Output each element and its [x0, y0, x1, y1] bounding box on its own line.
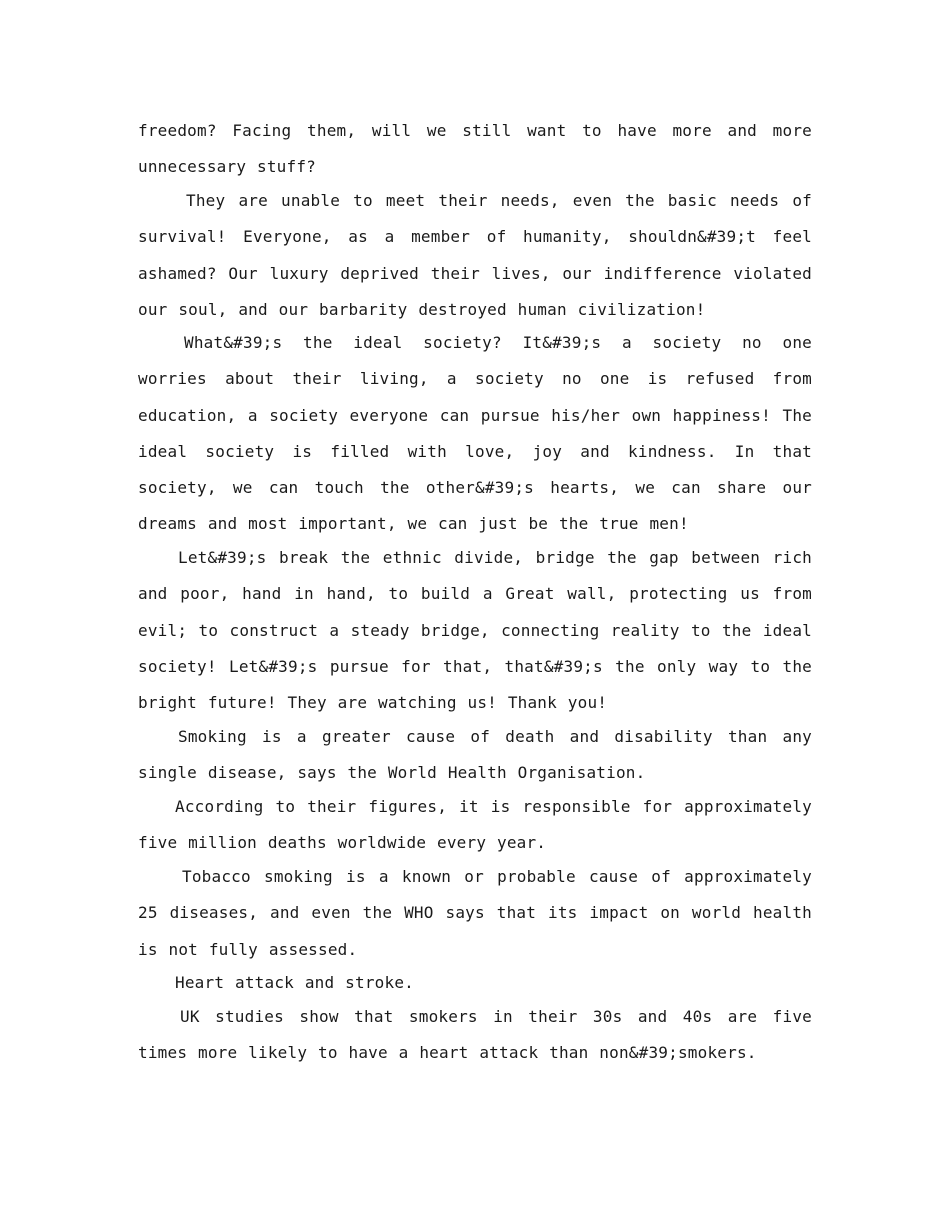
paragraph-heart-attack [138, 965, 812, 1001]
paragraph-text: Smoking is a greater cause of death and disability than any single disease, says the World Health Organisation. [138, 727, 812, 783]
paragraph-text: UK studies show that smokers in their 30s and 40s are five times more likely to have a heart attack than non&#39;smokers. [138, 1007, 812, 1063]
paragraph-ideal-society [138, 325, 812, 543]
paragraph-text: freedom? Facing them, will we still want to have more and more unnecessary stuff? [138, 121, 812, 177]
paragraph-text: They are unable to meet their needs, even the basic needs of survival! Everyone, as a member of humanity, shouldn&#39;t feel ashamed? Our luxury deprived their lives, our indifference violated our soul, and our barbarity destroyed human civilization! [138, 191, 812, 319]
paragraph-text: What&#39;s the ideal society? It&#39;s a society no one worries about their living, a society no one is refused from education, a society everyone can pursue his/her own happiness! The ideal society is filled with love, joy and kindness. In that society, we can touch the other&#39;s hearts, we can share our dreams and most important, we can just be the true men! [138, 333, 812, 534]
paragraph-text: Heart attack and stroke. [175, 973, 414, 992]
paragraph-smoking-cause [138, 719, 812, 792]
paragraph-text: According to their figures, it is responsible for approximately five million deaths worldwide every year. [138, 797, 812, 853]
paragraph-text: Let&#39;s break the ethnic divide, bridge the gap between rich and poor, hand in hand, to build a Great wall, protecting us from evil; to construct a steady bridge, connecting reality to the ideal society! Let&#39;s pursue for that, that&#39;s the only way to the bright future! They are watching us! Thank you! [138, 548, 812, 713]
paragraph-freedom [138, 113, 812, 186]
paragraph-figures [138, 789, 812, 862]
paragraph-text: Tobacco smoking is a known or probable cause of approximately 25 diseases, and even the WHO says that its impact on world health is not fully assessed. [138, 867, 812, 959]
paragraph-uk-studies [138, 999, 812, 1072]
paragraph-tobacco [138, 859, 812, 968]
paragraph-ethnic-divide [138, 540, 812, 721]
paragraph-survival [138, 183, 812, 328]
